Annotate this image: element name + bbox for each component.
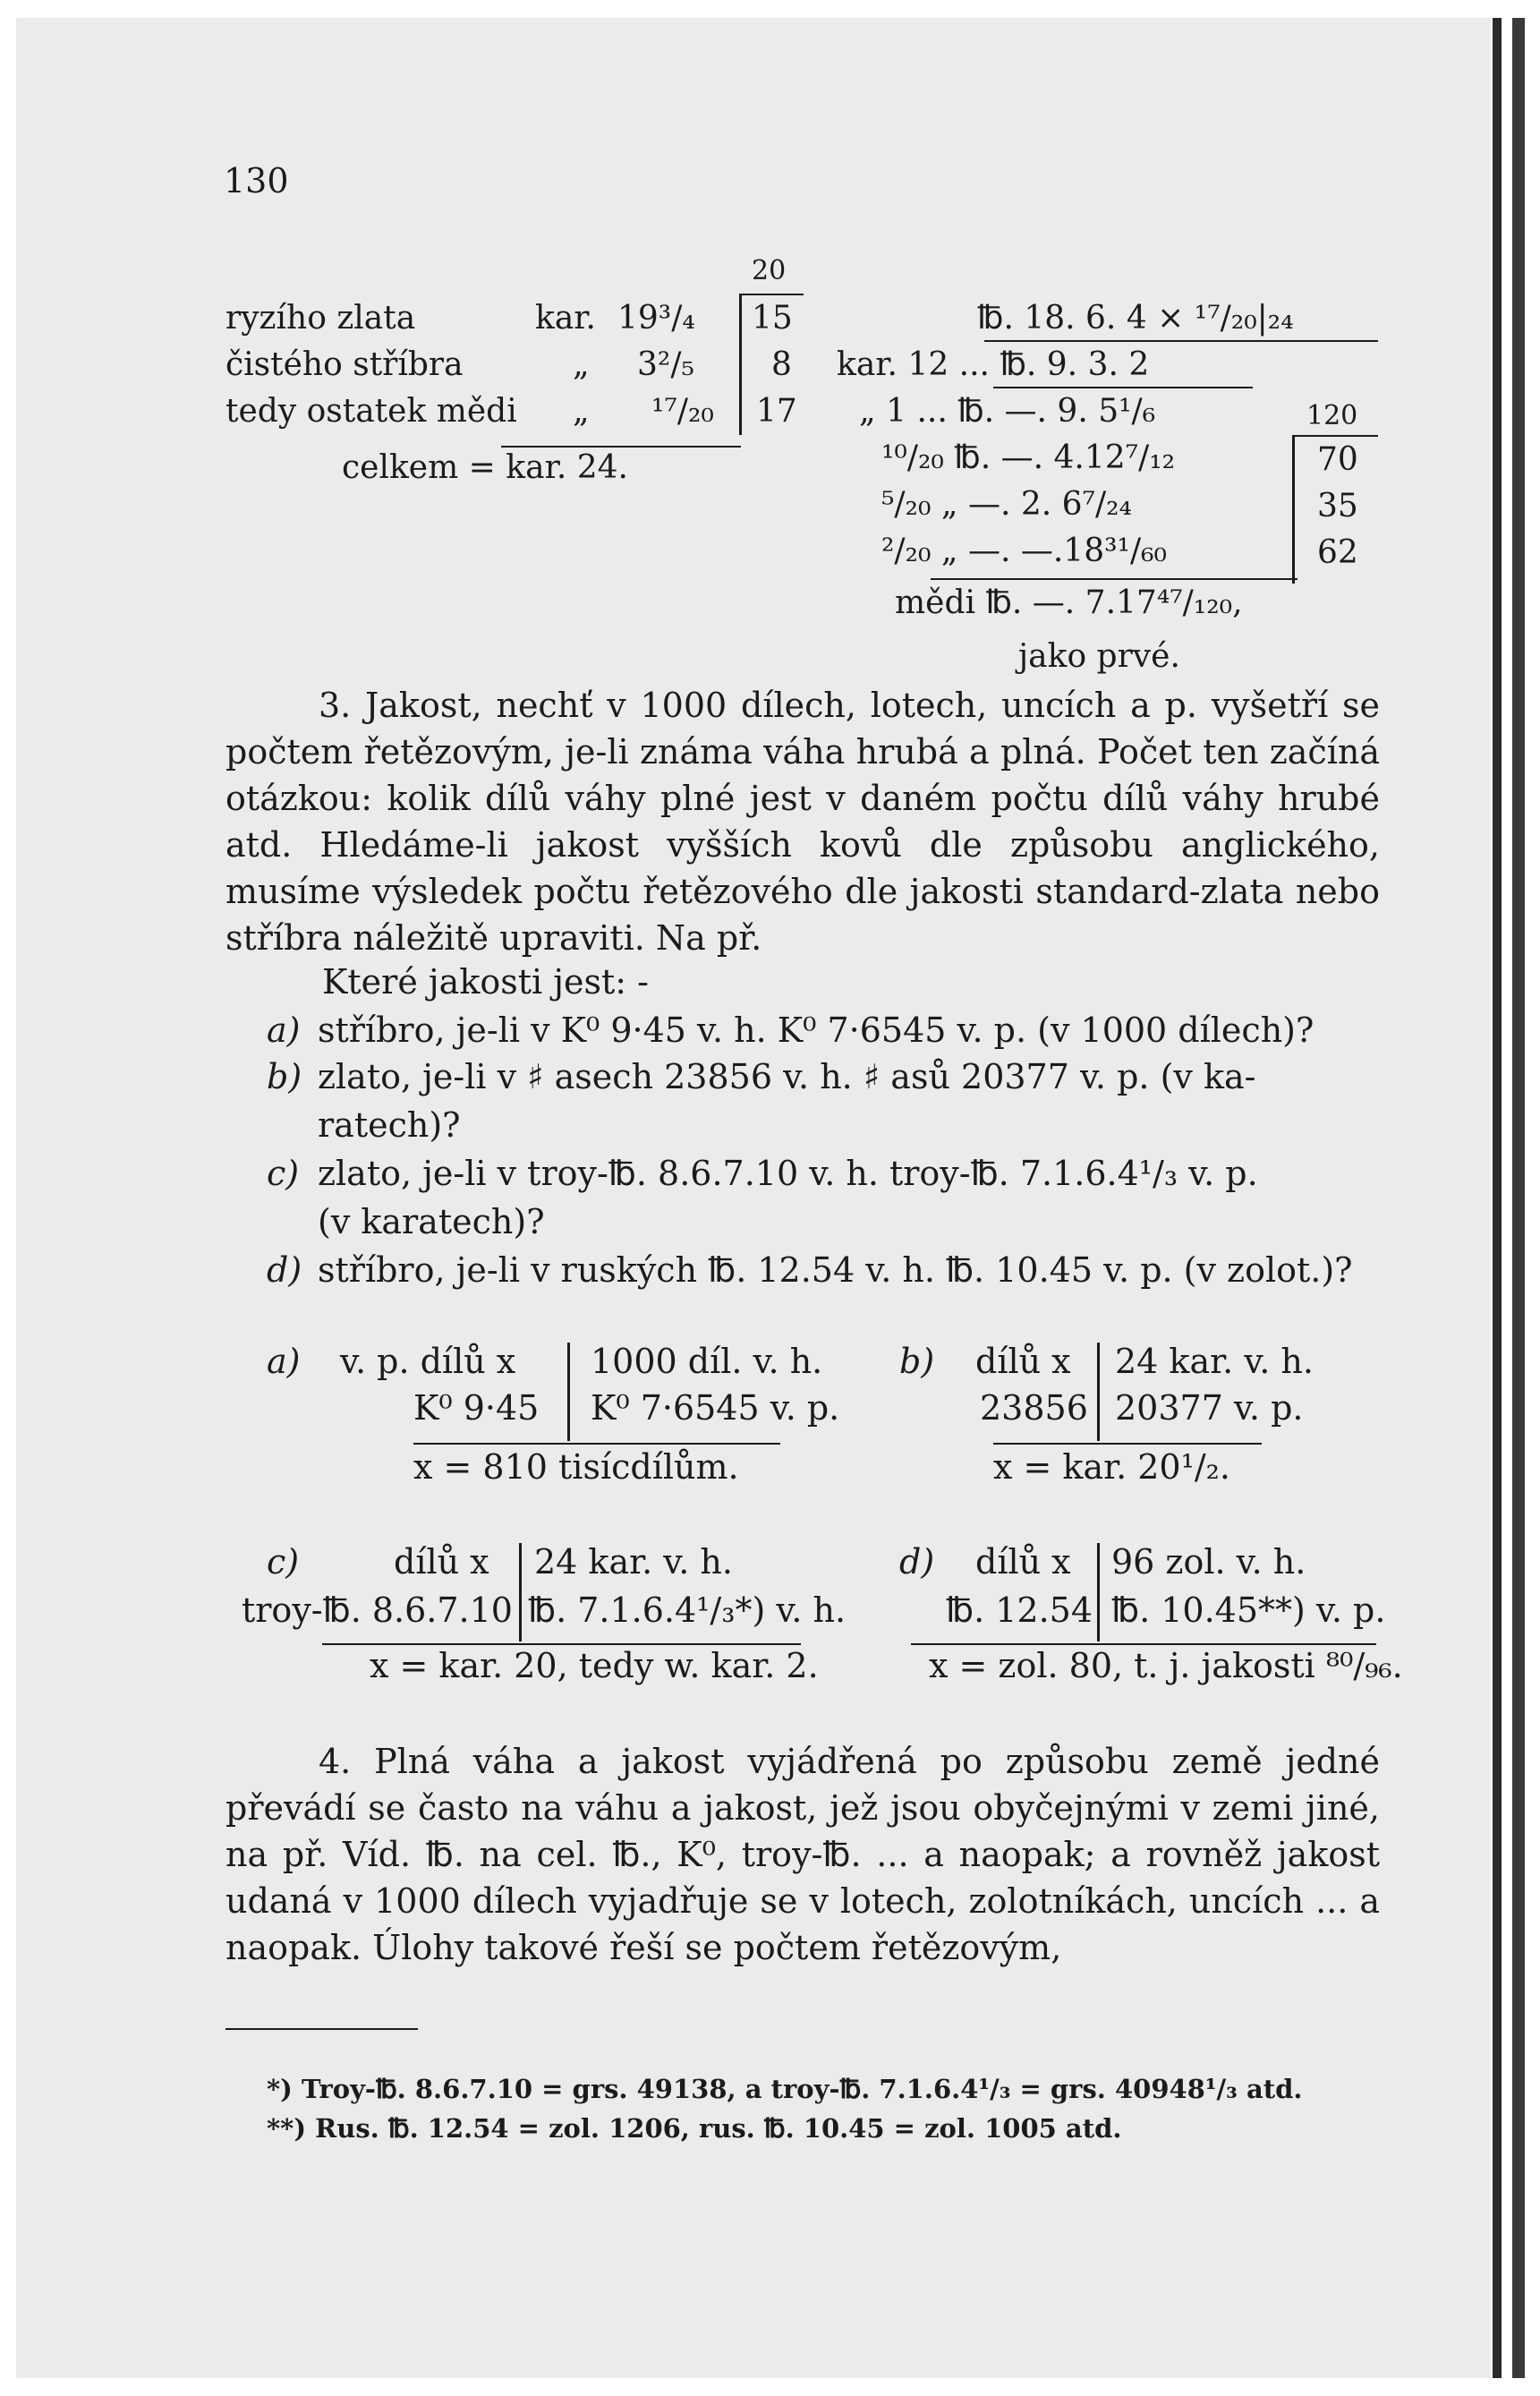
item-line: zlato, je-li v ♯ asech 23856 v. h. ♯ asů 20377 v. p. (v ka- — [318, 1057, 1256, 1096]
item-line: stříbro, je-li v ruských ℔. 12.54 v. h. ℔. 10.45 v. p. (v zolot.)? — [318, 1250, 1353, 1290]
sol-result: x = kar. 20, tedy w. kar. 2. — [370, 1646, 819, 1685]
solution-label: b) — [899, 1342, 935, 1381]
sol-left: K⁰ 9·45 — [413, 1388, 540, 1428]
side-line — [1292, 435, 1378, 437]
footnote: *) Troy-℔. 8.6.7.10 = grs. 49138, a troy-℔. 7.1.6.4¹/₃ = grs. 40948¹/₃ atd. — [267, 2074, 1303, 2104]
chain-note: jako prvé. — [1018, 638, 1180, 675]
chain-sumline — [931, 578, 1298, 580]
sol-line — [911, 1643, 1376, 1645]
sol-divider — [1097, 1543, 1100, 1641]
sol-divider — [567, 1343, 570, 1441]
calc-unit: kar. — [535, 300, 596, 337]
solution-label: a) — [267, 1342, 301, 1381]
calc-label: čistého stříbra — [225, 346, 464, 383]
sol-right: 20377 v. p. — [1115, 1388, 1304, 1428]
sol-left: ℔. 12.54 — [946, 1590, 1093, 1630]
footnote-rule — [225, 2028, 418, 2030]
sol-result: x = zol. 80, t. j. jakosti ⁸⁰/₉₆. — [929, 1646, 1403, 1685]
chain-line — [993, 387, 1253, 388]
side-divider — [1292, 435, 1295, 584]
chain-row: ℔. 18. 6. 4 × ¹⁷/₂₀|₂₄ — [977, 300, 1294, 337]
calc-label: tedy ostatek mědi — [225, 393, 517, 430]
sol-divider — [1097, 1343, 1100, 1441]
calc-col: 8 — [771, 346, 792, 383]
calc-unit: „ — [573, 346, 590, 383]
item-label: b) — [267, 1057, 302, 1096]
chain-result: mědi ℔. —. 7.17⁴⁷/₁₂₀, — [895, 584, 1243, 621]
footnote: **) Rus. ℔. 12.54 = zol. 1206, rus. ℔. 10.45 = zol. 1005 atd. — [267, 2113, 1122, 2144]
chain-row: ¹⁰/₂₀ ℔. —. 4.12⁷/₁₂ — [881, 439, 1176, 476]
sol-line — [413, 1443, 780, 1445]
item-label: a) — [267, 1010, 301, 1050]
item-line: (v karatech)? — [318, 1202, 545, 1241]
sol-right: 96 zol. v. h. — [1111, 1542, 1306, 1582]
sol-right: 24 kar. v. h. — [534, 1542, 733, 1582]
item-label: d) — [267, 1250, 302, 1290]
chain-line — [984, 340, 1378, 342]
sol-right: 24 kar. v. h. — [1115, 1342, 1314, 1381]
side-num: 62 — [1317, 534, 1358, 571]
sol-right: ℔. 7.1.6.4¹/₃*) v. h. — [528, 1590, 847, 1630]
solution-label: c) — [267, 1542, 300, 1582]
side-head: 120 — [1306, 400, 1358, 431]
item-line: zlato, je-li v troy-℔. 8.6.7.10 v. h. troy-℔. 7.1.6.4¹/₃ v. p. — [318, 1154, 1258, 1193]
sol-right: ℔. 10.45**) v. p. — [1111, 1590, 1386, 1630]
scan-edge — [1493, 18, 1502, 2378]
calc-total: celkem = kar. 24. — [342, 449, 628, 486]
chain-row: „ 1 ... ℔. —. 9. 5¹/₆ — [859, 393, 1156, 430]
paragraph-4: 4. Plná váha a jakost vyjádřená po způsobu země jedné převádí se často na váhu a jakost, jež jsou obyčejnými v zemi jiné, na př. Víd. ℔. na cel. ℔., K⁰, troy-℔. ... a naopak; a rovněž jakost udaná v 1000 dílech vyjadřuje se v lotech, zolotníkách, uncích ... a naopak. Úlohy takové řeší se počtem řetězovým, — [225, 1742, 1380, 1967]
sol-line — [993, 1443, 1262, 1445]
sol-left: dílů x — [394, 1542, 489, 1582]
chain-row: ⁵/₂₀ „ —. 2. 6⁷/₂₄ — [881, 486, 1132, 523]
sol-left: troy-℔. 8.6.7.10 — [242, 1590, 513, 1630]
sol-left: dílů x — [975, 1342, 1071, 1381]
item-line: stříbro, je-li v K⁰ 9·45 v. h. K⁰ 7·6545 v. p. (v 1000 dílech)? — [318, 1010, 1315, 1050]
sol-right: 1000 díl. v. h. — [591, 1342, 823, 1381]
sol-result: x = kar. 20¹/₂. — [993, 1447, 1230, 1487]
chain-row: kar. 12 ... ℔. 9. 3. 2 — [837, 346, 1150, 383]
calc-label: ryzího zlata — [225, 300, 416, 337]
calc-value: 3²/₅ — [637, 346, 694, 383]
item-line: ratech)? — [318, 1105, 461, 1145]
sol-left: 23856 — [980, 1388, 1088, 1428]
calc-sumline — [501, 446, 741, 448]
chain-row: ²/₂₀ „ —. —.18³¹/₆₀ — [881, 533, 1167, 569]
sol-divider — [519, 1543, 522, 1641]
side-num: 70 — [1317, 441, 1358, 478]
calc-col: 15 — [752, 300, 793, 337]
calc-value: ¹⁷/₂₀ — [651, 393, 714, 430]
calc-col: 17 — [756, 393, 797, 430]
scan-edge-right — [1512, 18, 1525, 2378]
col-head: 20 — [752, 255, 787, 286]
calc-divider — [739, 294, 742, 435]
sol-right: K⁰ 7·6545 v. p. — [591, 1388, 840, 1428]
calc-unit: „ — [573, 393, 590, 430]
calc-topline — [739, 294, 804, 295]
side-num: 35 — [1317, 488, 1358, 524]
page-number: 130 — [224, 161, 289, 200]
solution-label: d) — [899, 1542, 935, 1582]
paragraph-3: 3. Jakost, nechť v 1000 dílech, lotech, uncích a p. vyšetří se počtem řetězovým, je-li známa váha hrubá a plná. Počet ten začíná otázkou: kolik dílů váhy plné jest v daném počtu dílů váhy hrubé atd. Hledáme-li jakost vyšších kovů dle způsobu anglického, musíme výsledek počtu řetězového dle jakosti standard-zlata nebo stříbra náležitě upraviti. Na př. — [225, 686, 1380, 958]
sol-left: v. p. dílů x — [340, 1342, 516, 1381]
sol-result: x = 810 tisícdílům. — [413, 1447, 739, 1487]
sol-left: dílů x — [975, 1542, 1071, 1582]
sol-line — [322, 1643, 801, 1645]
calc-value: 19³/₄ — [617, 300, 695, 337]
item-label: c) — [267, 1154, 300, 1193]
question: Které jakosti jest: - — [322, 962, 649, 1002]
